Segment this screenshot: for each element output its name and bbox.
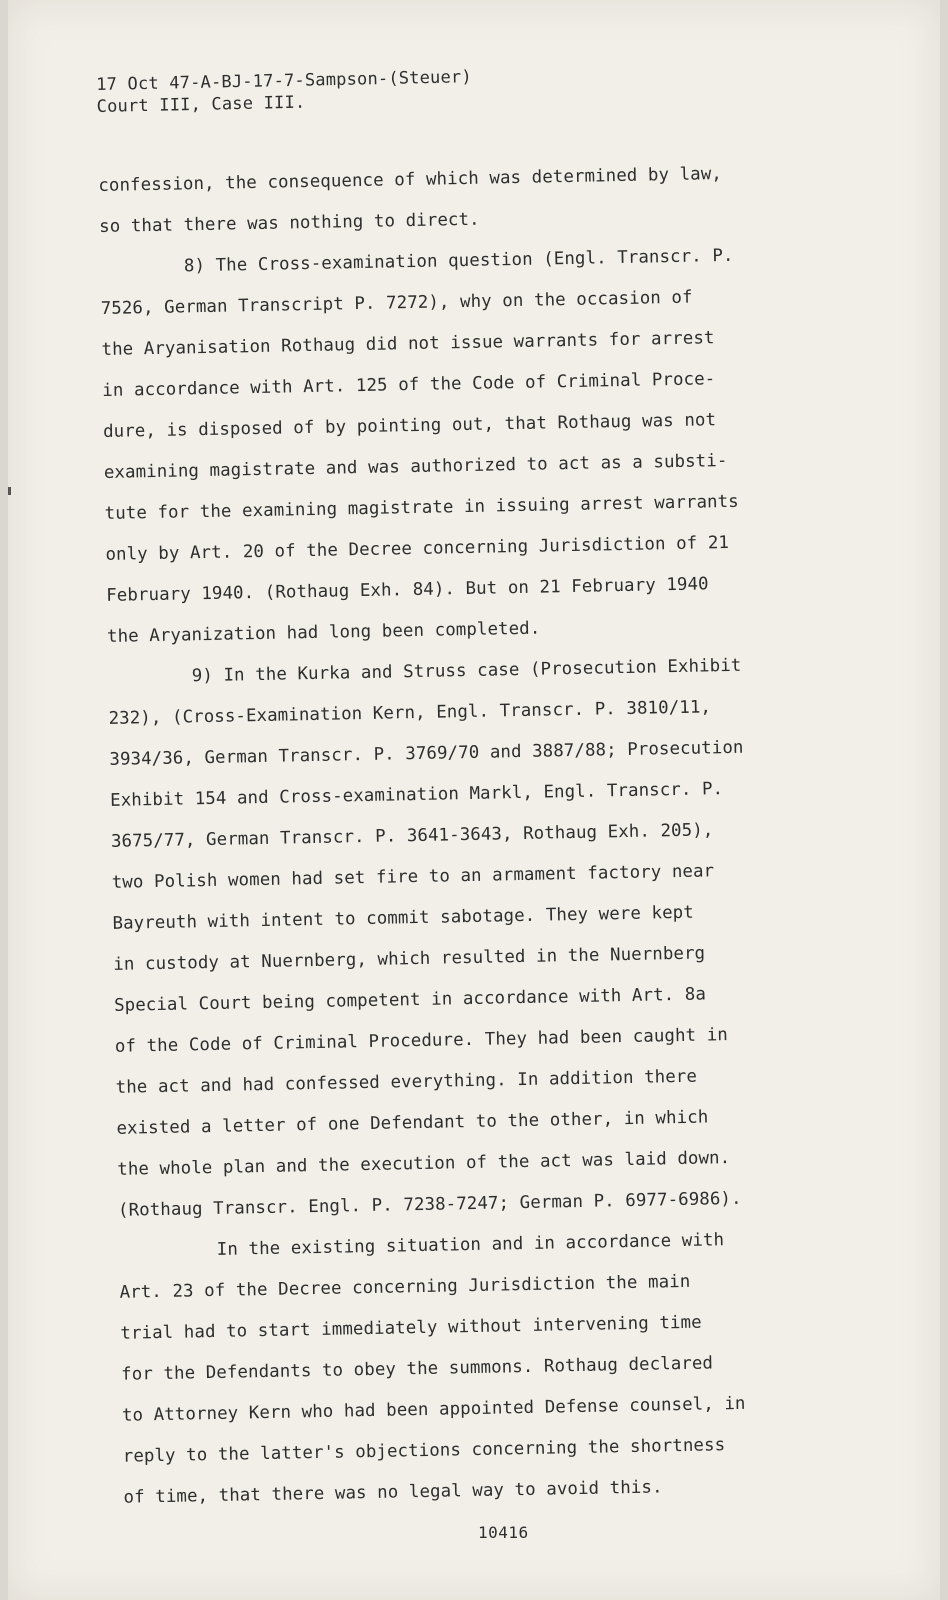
body-line: 7526, German Transcript P. 7272), why on the occasion of	[100, 287, 693, 319]
document-page	[8, 0, 940, 1600]
body-line: in custody at Nuernberg, which resulted in the Nuernberg	[113, 943, 706, 975]
body-line: trial had to start immediately without intervening time	[120, 1312, 702, 1344]
body-line: only by Art. 20 of the Decree concerning Jurisdiction of 21	[105, 532, 730, 565]
body-line: two Polish women had set fire to an armament factory near	[111, 861, 715, 893]
body-line: Art. 23 of the Decree concerning Jurisdiction the main	[119, 1271, 691, 1303]
document-header	[96, 66, 472, 118]
header-court-line: Court III, Case III.	[96, 92, 306, 117]
document-body	[98, 151, 894, 1519]
body-line: reply to the latter's objections concerning the shortness	[122, 1435, 726, 1467]
body-line: the act and had confessed everything. In addition there	[115, 1066, 698, 1098]
body-line: 3675/77, German Transcr. P. 3641-3643, Rothaug Exh. 205),	[110, 820, 714, 852]
body-line: to Attorney Kern who had been appointed Defense counsel, in	[121, 1393, 746, 1426]
paragraph-3-start: In the existing situation and in accordance with	[216, 1230, 725, 1260]
header-reference-line: 17 Oct 47-A-BJ-17-7-Sampson-(Steuer)	[96, 67, 473, 95]
page-number: 10416	[478, 1523, 529, 1542]
body-line: confession, the consequence of which was determined by law,	[98, 164, 723, 196]
body-line: so that there was nothing to direct.	[98, 209, 480, 237]
body-line: for the Defendants to obey the summons. Rothaug declared	[121, 1353, 714, 1385]
body-line: the Aryanisation Rothaug did not issue warrants for arrest	[101, 328, 715, 360]
body-line: existed a letter of one Defendant to the other, in which	[116, 1107, 709, 1139]
body-line: of time, that there was no legal way to avoid this.	[123, 1477, 663, 1508]
body-line: dure, is disposed of by pointing out, that Rothaug was not	[102, 410, 717, 442]
body-line: Bayreuth with intent to commit sabotage. They were kept	[112, 902, 694, 934]
body-line: tute for the examining magistrate in issuing arrest warrants	[104, 491, 739, 524]
body-line: 3934/36, German Transcr. P. 3769/70 and 3887/88; Prosecution	[109, 737, 744, 770]
body-line: 232), (Cross-Examination Kern, Engl. Transcr. P. 3810/11,	[108, 697, 712, 729]
body-line: in accordance with Art. 125 of the Code of Criminal Proce-	[102, 369, 716, 401]
body-line: of the Code of Criminal Procedure. They had been caught in	[114, 1025, 729, 1057]
body-line: the Aryanization had long been completed.	[106, 618, 541, 647]
paragraph-8-start: 8) The Cross-examination question (Engl. Transcr. P.	[183, 245, 734, 277]
body-line: Exhibit 154 and Cross-examination Markl, Engl. Transcr. P.	[109, 779, 724, 811]
page-edge-mark	[8, 487, 11, 495]
body-line: examining magistrate and was authorized to act as a substi-	[103, 450, 728, 483]
body-line: (Rothaug Transcr. Engl. P. 7238-7247; German P. 6977-6986).	[117, 1188, 742, 1221]
body-line: Special Court being competent in accordance with Art. 8a	[113, 984, 707, 1016]
body-line: the whole plan and the execution of the act was laid down.	[117, 1148, 731, 1180]
paragraph-9-start: 9) In the Kurka and Struss case (Prosecution Exhibit	[191, 655, 742, 687]
body-line: February 1940. (Rothaug Exh. 84). But on 21 February 1940	[106, 574, 709, 606]
